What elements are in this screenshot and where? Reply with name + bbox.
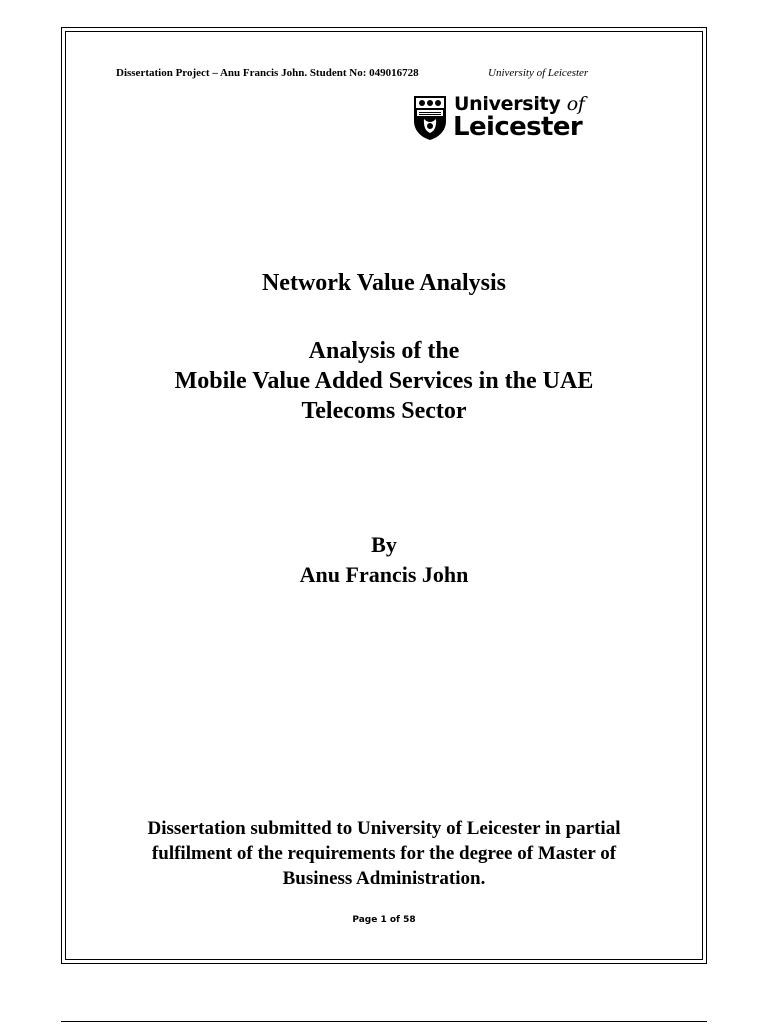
subtitle-line: Mobile Value Added Services in the UAE (174, 368, 594, 394)
submission-line: Business Administration. (282, 868, 486, 889)
submission-line: Dissertation submitted to University of Leicester in partial (147, 818, 621, 839)
document-subtitle (65, 336, 703, 426)
logo-wordmark-line2: Leicester (453, 112, 583, 142)
logo-wordmark-line1: University of (454, 93, 585, 115)
submission-statement (100, 816, 668, 891)
subtitle-line: Analysis of the (308, 338, 460, 364)
by-label: By (371, 532, 397, 557)
bottom-divider (61, 1021, 707, 1022)
document-title: Network Value Analysis (261, 270, 507, 296)
page-number: Page 1 of 58 (352, 915, 416, 925)
university-logo (413, 95, 603, 145)
byline (65, 530, 703, 590)
subtitle-line: Telecoms Sector (301, 398, 467, 424)
author-name: Anu Francis John (299, 562, 469, 587)
running-header-right: University of Leicester (488, 67, 589, 79)
university-shield-icon (413, 95, 447, 141)
running-header-left: Dissertation Project – Anu Francis John. Student No: 049016728 (116, 67, 419, 79)
submission-line: fulfilment of the requirements for the degree of Master of (151, 843, 617, 864)
